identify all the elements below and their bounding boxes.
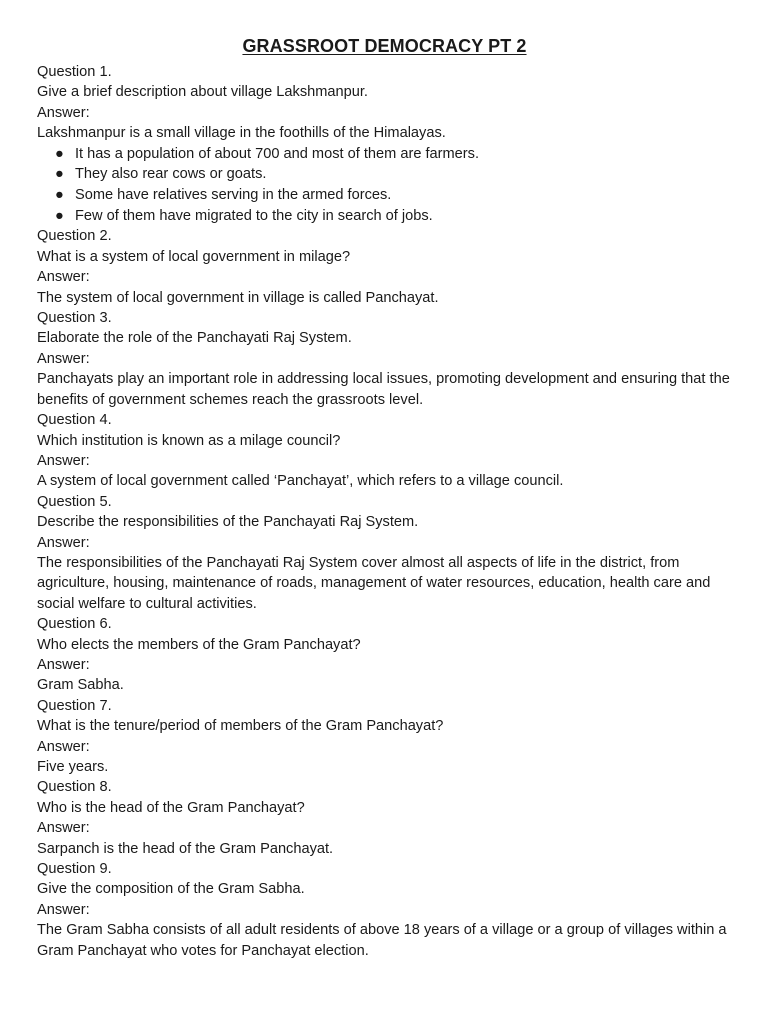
bullet-text: Some have relatives serving in the armed forces. [75,187,392,204]
answer-text: Panchayats play an important role in addressing local issues, promoting development and ensuring that the benefits of government schemes reach the grassroots level. [37,371,730,408]
answer-bullet-list [37,144,732,227]
question-label: Question 9. [37,861,112,878]
qa-item-9 [37,859,732,961]
list-item [55,164,732,185]
qa-item-8 [37,777,732,859]
qa-item-7 [37,696,732,778]
question-text: Which institution is known as a milage council? [37,432,341,449]
answer-text: Sarpanch is the head of the Gram Panchayat. [37,840,334,857]
bullet-icon: ● [55,207,64,224]
answer-label: Answer: [37,269,90,286]
answer-text: The Gram Sabha consists of all adult residents of above 18 years of a village or a group of villages within a Gram Panchayat who votes for Panchayat election. [37,922,727,959]
question-label: Question 5. [37,493,112,510]
qa-item-5 [37,492,732,614]
qa-item-6 [37,614,732,696]
answer-label: Answer: [37,104,90,121]
qa-item-2 [37,226,732,308]
answer-text: A system of local government called ‘Panchayat’, which refers to a village council. [37,473,564,490]
answer-label: Answer: [37,534,90,551]
question-label: Question 8. [37,779,112,796]
question-label: Question 7. [37,697,112,714]
bullet-icon: ● [55,145,64,162]
list-item [55,144,732,165]
question-text: Elaborate the role of the Panchayati Raj System. [37,330,352,347]
page-title: GRASSROOT DEMOCRACY PT 2 [242,36,527,56]
question-text: Give the composition of the Gram Sabha. [37,881,305,898]
answer-label: Answer: [37,350,90,367]
answer-label: Answer: [37,656,90,673]
answer-label: Answer: [37,901,90,918]
answer-label: Answer: [37,820,90,837]
question-text: What is a system of local government in milage? [37,248,351,265]
answer-label: Answer: [37,452,90,469]
question-text: What is the tenure/period of members of the Gram Panchayat? [37,718,444,735]
question-text: Give a brief description about village Lakshmanpur. [37,84,368,101]
answer-text: The responsibilities of the Panchayati Raj System cover almost all aspects of life in the district, from agriculture, housing, maintenance of roads, management of water resources, education, health care and social welfare to cultural activities. [37,554,711,612]
list-item [55,185,732,206]
question-text: Who is the head of the Gram Panchayat? [37,799,305,816]
bullet-icon: ● [55,187,64,204]
bullet-icon: ● [55,166,64,183]
qa-item-4 [37,410,732,492]
question-label: Question 2. [37,228,112,245]
answer-text: Gram Sabha. [37,677,124,694]
question-label: Question 3. [37,310,112,327]
qa-item-3 [37,308,732,410]
question-label: Question 6. [37,616,112,633]
qa-item-1 [37,62,732,226]
bullet-text: It has a population of about 700 and most of them are farmers. [75,145,480,162]
answer-label: Answer: [37,738,90,755]
answer-text: The system of local government in village is called Panchayat. [37,289,439,306]
question-label: Question 4. [37,412,112,429]
bullet-text: They also rear cows or goats. [75,166,267,183]
list-item [55,206,732,227]
question-text: Who elects the members of the Gram Panchayat? [37,636,361,653]
bullet-text: Few of them have migrated to the city in search of jobs. [75,207,433,224]
answer-text: Lakshmanpur is a small village in the foothills of the Himalayas. [37,125,446,142]
question-label: Question 1. [37,64,112,80]
question-text: Describe the responsibilities of the Panchayati Raj System. [37,514,419,531]
answer-text: Five years. [37,759,109,775]
